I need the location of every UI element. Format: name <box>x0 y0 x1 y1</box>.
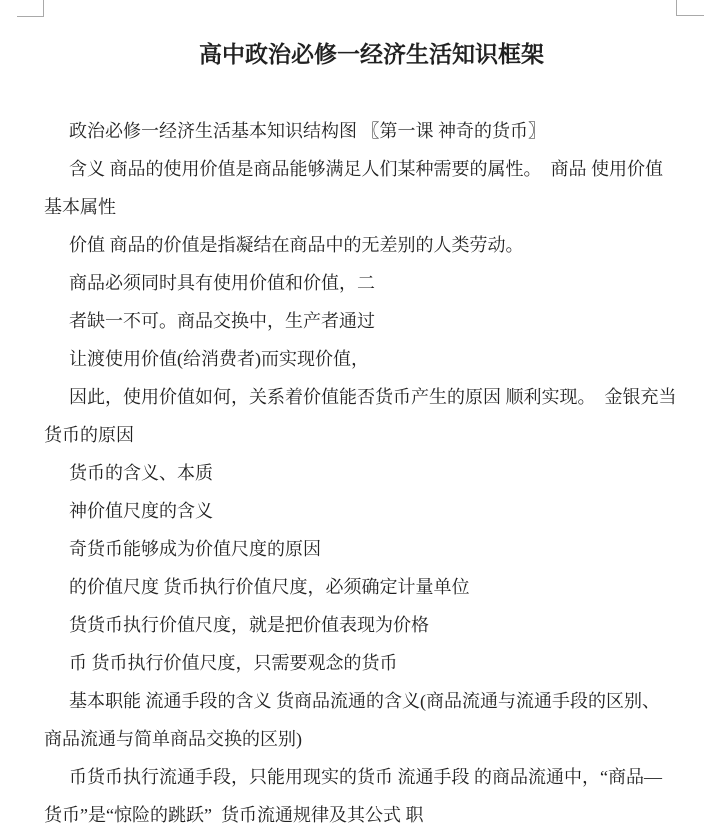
text-line: 商品流通与简单商品交换的区别) <box>44 729 302 749</box>
document-body <box>44 112 677 834</box>
text-line: 含义 商品的使用价值是商品能够满足人们某种需要的属性。 商品 使用价值 <box>69 159 663 179</box>
text-line: 神价值尺度的含义 <box>69 501 213 521</box>
crop-mark-top-right-vertical <box>676 0 677 15</box>
document-title: 高中政治必修一经济生活知识框架 <box>199 42 544 67</box>
text-line: 货币的含义、本质 <box>69 463 213 483</box>
crop-mark-top-left-horizontal <box>17 16 44 17</box>
text-line: 基本属性 <box>44 197 116 217</box>
text-line: 的价值尺度 货币执行价值尺度，必须确定计量单位 <box>69 577 470 597</box>
crop-mark-top-left-vertical <box>43 0 44 16</box>
text-line: 政治必修一经济生活基本知识结构图 〖第一课 神奇的货币〗 <box>69 121 546 141</box>
text-line: 因此，使用价值如何，关系着价值能否货币产生的原因 顺利实现。 金银充当 <box>69 387 677 407</box>
crop-mark-top-right-horizontal <box>676 15 704 16</box>
text-line: 币 货币执行价值尺度，只需要观念的货币 <box>69 653 398 673</box>
text-line: 商品必须同时具有使用价值和价值，二 <box>69 273 375 293</box>
text-line: 货货币执行价值尺度，就是把价值表现为价格 <box>69 615 429 635</box>
text-line: 价值 商品的价值是指凝结在商品中的无差别的人类劳动。 <box>69 235 524 255</box>
text-line: 货币的原因 <box>44 425 134 445</box>
text-line: 者缺一不可。商品交换中，生产者通过 <box>69 311 375 331</box>
text-line: 让渡使用价值(给消费者)而实现价值， <box>69 349 369 369</box>
text-line: 币货币执行流通手段，只能用现实的货币 流通手段 的商品流通中，“商品— <box>69 767 662 787</box>
text-line: 奇货币能够成为价值尺度的原因 <box>69 539 321 559</box>
text-line: 基本职能 流通手段的含义 货商品流通的含义(商品流通与流通手段的区别、 <box>69 691 660 711</box>
text-line: 货币”是“惊险的跳跃” 货币流通规律及其公式 职 <box>44 805 424 825</box>
document-content <box>44 36 677 834</box>
blank-line <box>44 74 677 112</box>
